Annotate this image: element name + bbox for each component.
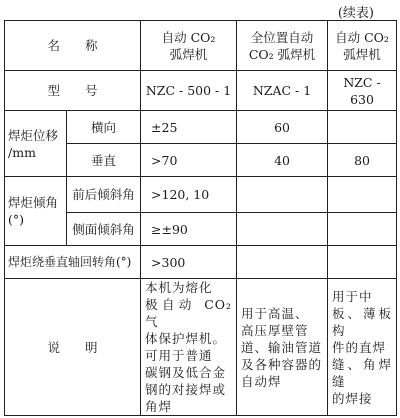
model-value-1: NZC - 500 - 1 [141,71,237,111]
side-tilt-value-1: ≥±90 [141,213,237,246]
vertical-value-1: >70 [141,144,237,177]
front-back-tilt-value-3 [328,177,397,213]
rotation-value-3 [328,246,397,279]
description-label: 说 明 [5,279,141,416]
front-back-tilt-row [5,177,397,213]
torch-tilt-label: 焊炬倾角 (°) [5,177,67,246]
front-back-tilt-value-1: >120, 10 [141,177,237,213]
rotation-value-2 [237,246,328,279]
side-tilt-label: 侧面倾斜角 [67,213,141,246]
vertical-label: 垂直 [67,144,141,177]
front-back-tilt-value-2 [237,177,328,213]
col1-header: 自动 CO₂ 弧焊机 [141,21,237,71]
horizontal-value-3 [328,111,397,144]
description-col3: 用于中 板、薄板构 件的直焊 缝、角焊缝 的焊接 [328,279,397,416]
header-row [5,21,397,71]
horizontal-value-2: 60 [237,111,328,144]
horizontal-value-1: ±25 [141,111,237,144]
model-row [5,71,397,111]
horizontal-label: 横向 [67,111,141,144]
description-col1: 本机为熔化 极自动 CO₂ 气 体保护焊机。 可用于普通 碳钢及低合金 钢的对接焊或 角焊 [141,279,237,416]
horizontal-row [5,111,397,144]
continued-label: (续表) [337,6,374,21]
model-value-2: NZAC - 1 [237,71,328,111]
model-label: 型 号 [5,71,141,111]
name-header: 名 称 [5,21,141,71]
col3-header: 自动 CO₂ 弧焊机 [328,21,397,71]
rotation-row [5,246,397,279]
vertical-value-3: 80 [328,144,397,177]
col2-header: 全位置自动 CO₂ 弧焊机 [237,21,328,71]
description-col2: 用于高温、 高压厚壁管 道、输油管道 及各种容器的 自动焊 [237,279,328,416]
model-value-3: NZC - 630 [328,71,397,111]
description-row [5,279,397,416]
side-tilt-value-2 [237,213,328,246]
rotation-value-1: >300 [141,246,237,279]
torch-displacement-label: 焊炬位移 /mm [5,111,67,177]
front-back-tilt-label: 前后倾斜角 [67,177,141,213]
rotation-label: 焊炬绕垂直轴回转角(°) [5,246,141,279]
spec-table [4,20,397,416]
side-tilt-value-3 [328,213,397,246]
vertical-value-2: 40 [237,144,328,177]
